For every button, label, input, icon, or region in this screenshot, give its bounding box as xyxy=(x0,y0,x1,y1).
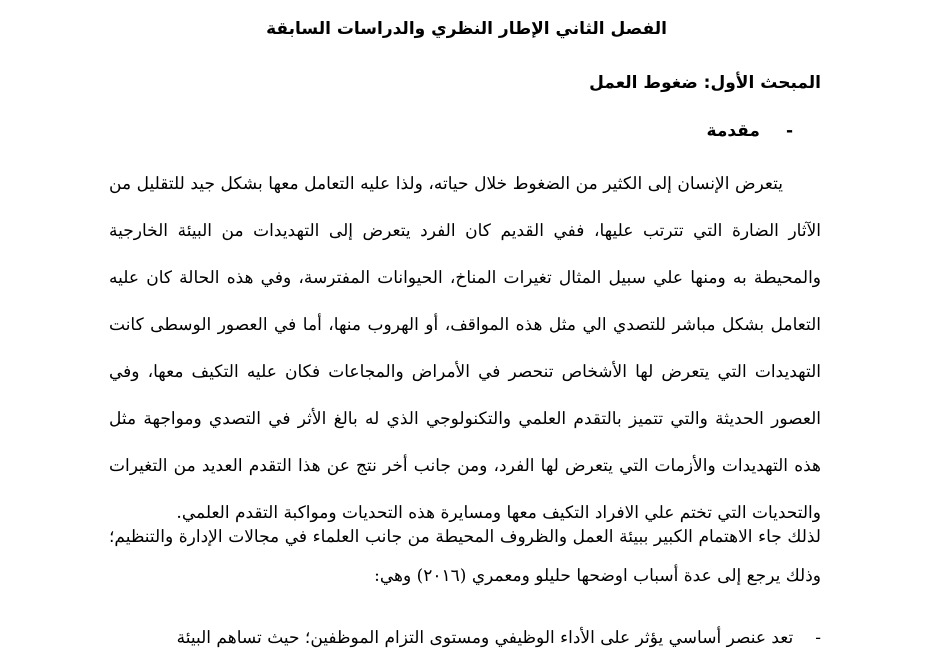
subsection-label: مقدمة xyxy=(706,121,760,141)
section-title: المبحث الأول: ضغوط العمل xyxy=(589,73,821,93)
bullet-dash: - xyxy=(815,628,821,648)
paragraph-intro: يتعرض الإنسان إلى الكثير من الضغوط خلال حياته، ولذا عليه التعامل معها بشكل جيد للتقليل من الآثار الضارة التي تترتب عليها، ففي القديم كان الفرد يتعرض إلى التهديدات من البيئة الخارجية والمحيطة به ومنها علي سبيل المثال تغيرات المناخ، الحيوانات المفترسة، وفي هذه الحالة كان عليه التعامل بشكل مباشر للتصدي الي مثل هذه المواقف، أو الهروب منها، أما في العصور الوسطى كانت التهديدات التي يتعرض لها الأشخاص تنحصر في الأمراض والمجاعات فكان عليه التكيف معها، وفي العصور الحديثة والتي تتميز بالتقدم العلمي والتكنولوجي الذي له بالغ الأثر في التصدي ومواجهة مثل هذه التهديدات والأزمات التي يتعرض لها الفرد، ومن جانب أخر نتج عن هذا التقدم العديد من التغيرات والتحديات التي تختم علي الافراد التكيف معها ومسايرة هذه التحديات ومواكبة التقدم العلمي. xyxy=(109,174,821,523)
subsection-dash: - xyxy=(785,121,793,141)
bullet-text: تعد عنصر أساسي يؤثر على الأداء الوظيفي ومستوى التزام الموظفين؛ حيث تساهم البيئة xyxy=(176,628,794,648)
watermark xyxy=(405,654,525,670)
bullet-item xyxy=(109,618,821,658)
subsection-heading xyxy=(707,116,793,146)
paragraph-reasons: لذلك جاء الاهتمام الكبير ببيئة العمل والظروف المحيطة من جانب العلماء في مجالات الإدارة والتنظيم؛ وذلك يرجع إلى عدة أسباب اوضحها حليلو ومعمري (٢٠١٦) وهي: xyxy=(109,527,821,586)
chapter-title: الفصل الثاني الإطار النظري والدراسات السابقة xyxy=(266,19,667,39)
